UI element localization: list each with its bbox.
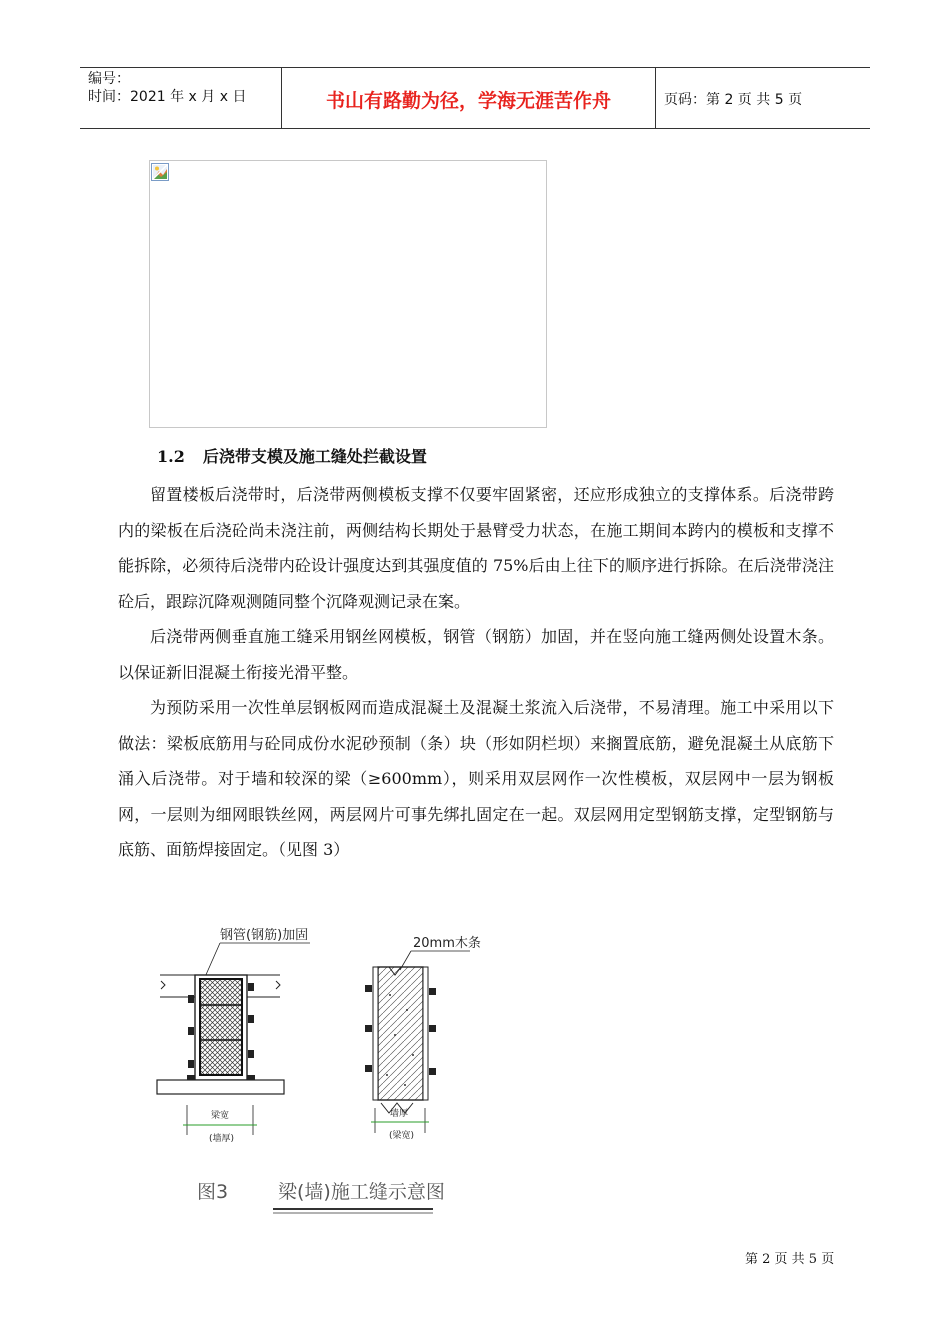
header-motto: 书山有路勤为径，学海无涯苦作舟 <box>325 90 611 112</box>
paragraph-2: 后浇带两侧垂直施工缝采用钢丝网模板，钢管（钢筋）加固，并在竖向施工缝两侧处设置木条。以保证新旧混凝土衔接光滑平整。 <box>118 627 834 682</box>
figure-caption: 梁(墙)施工缝示意图 <box>278 1181 445 1203</box>
code-label: 编号： <box>88 71 130 87</box>
header-meta <box>88 70 246 106</box>
broken-image-icon <box>151 163 169 181</box>
section-heading <box>157 444 427 467</box>
label-wood-strip: 20mm木条 <box>413 936 481 951</box>
beam-section-diagram <box>157 927 310 1144</box>
section-number: 1.2 <box>157 447 185 466</box>
missing-image-frame <box>149 160 547 428</box>
wall-section-diagram <box>365 935 481 1141</box>
dim-wall-thickness: 墙厚 <box>390 1109 409 1119</box>
header-page-number: 页码：第 2 页 共 5 页 <box>664 92 803 108</box>
figure-3-diagram <box>145 915 485 1215</box>
section-title: 后浇带支模及施工缝处拦截设置 <box>202 447 427 466</box>
label-steel-pipe: 钢管(钢筋)加固 <box>220 928 309 943</box>
dim-wall-thickness-sub: (梁宽) <box>389 1131 415 1141</box>
figure-number: 图3 <box>197 1181 229 1203</box>
paragraph-3: 为预防采用一次性单层钢板网而造成混凝土及混凝土浆流入后浇带，不易清理。施工中采用以下做法：梁板底筋用与砼同成份水泥砂预制（条）块（形如阴栏坝）来搁置底筋，避免混凝土从底筋下涌入后浇带。对于墙和较深的梁（≥600mm），则采用双层网作一次性模板，双层网中一层为钢板网，一层则为细网眼铁丝网，两层网片可事先绑扎固定在一起。双层网用定型钢筋支撑，定型钢筋与底筋、面筋焊接固定。（见图 3） <box>118 698 834 859</box>
header-divider-2 <box>655 67 656 129</box>
footer-page-number: 第 2 页 共 5 页 <box>745 1252 835 1267</box>
paragraph-1: 留置楼板后浇带时，后浇带两侧模板支撑不仅要牢固紧密，还应形成独立的支撑体系。后浇带跨内的梁板在后浇砼尚未浇注前，两侧结构长期处于悬臂受力状态，在施工期间本跨内的模板和支撑不能拆除，必须待后浇带内砼设计强度达到其强度值的 75%后由上往下的顺序进行拆除。在后浇带浇注砼后，跟踪沉降观测随同整个沉降观测记录在案。 <box>118 485 834 611</box>
header-bottom-rule <box>80 128 870 129</box>
body-text <box>118 477 834 868</box>
date-label: 时间：2021 年 x 月 x 日 <box>88 89 247 105</box>
header-top-rule <box>80 67 870 68</box>
dim-beam-width-sub: (墙厚) <box>209 1134 235 1144</box>
dim-beam-width: 梁宽 <box>211 1111 230 1121</box>
